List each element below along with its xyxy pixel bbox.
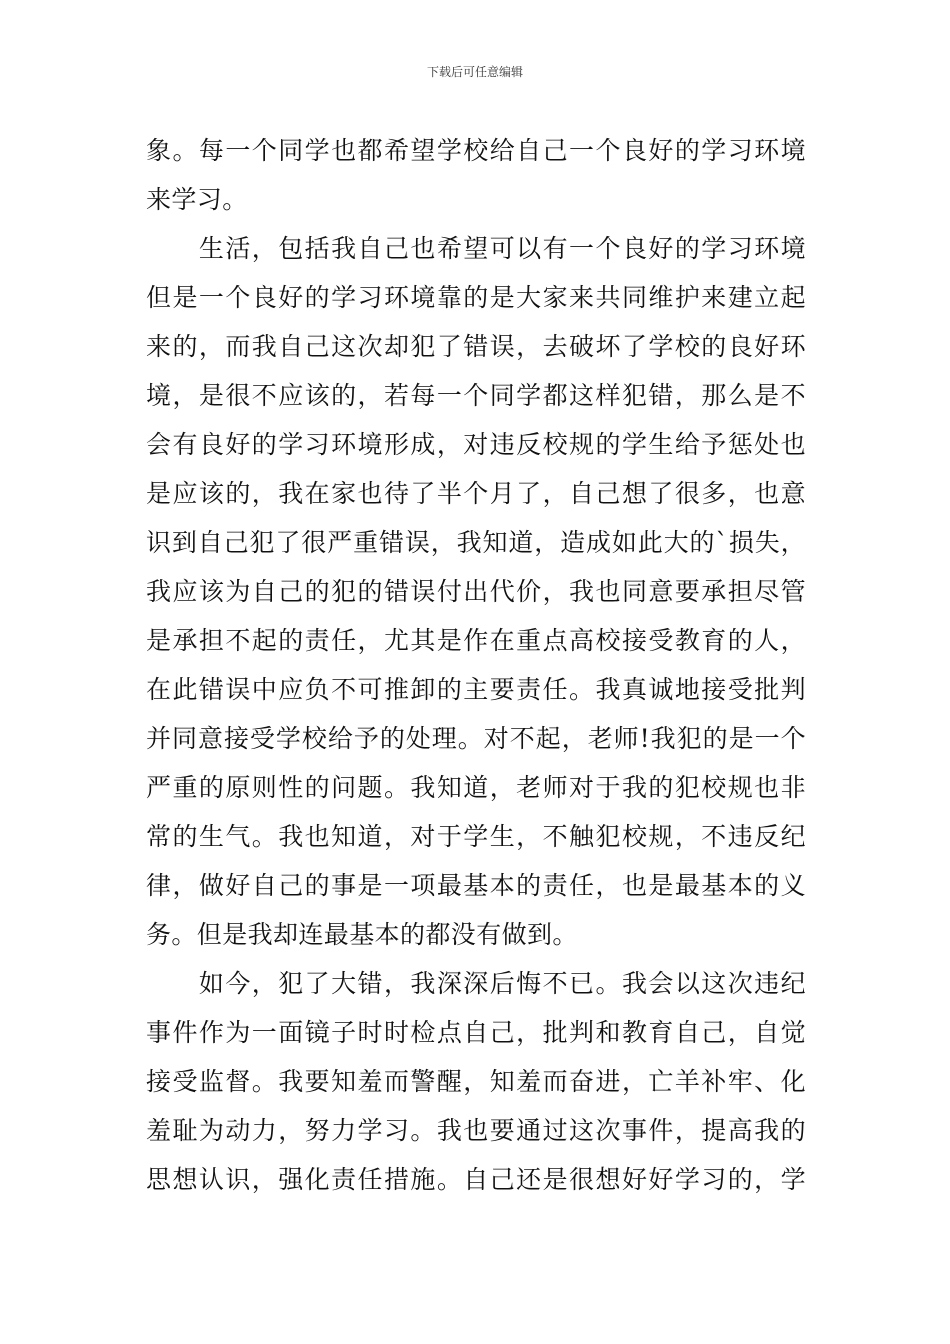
- text-line: 生活，包括我自己也希望可以有一个良好的学习环境: [146, 234, 806, 263]
- text-line: 并同意接受学校给予的处理。对不起，老师!我犯的是一个: [146, 724, 806, 753]
- text-line: 严重的原则性的问题。我知道，老师对于我的犯校规也非: [146, 773, 806, 802]
- text-line: 象。每一个同学也都希望学校给自己一个良好的学习环境: [146, 136, 806, 165]
- text-line: 是应该的，我在家也待了半个月了，自己想了很多，也意: [146, 479, 806, 508]
- text-line: 接受监督。我要知羞而警醒，知羞而奋进，亡羊补牢、化: [146, 1067, 806, 1096]
- text-line: 识到自己犯了很严重错误，我知道，造成如此大的`损失，: [146, 528, 806, 557]
- text-line: 在此错误中应负不可推卸的主要责任。我真诚地接受批判: [146, 675, 806, 704]
- text-line: 来的，而我自己这次却犯了错误，去破坏了学校的良好环: [146, 332, 806, 361]
- text-line: 常的生气。我也知道，对于学生，不触犯校规，不违反纪: [146, 822, 806, 851]
- text-line: 务。但是我却连最基本的都没有做到。: [146, 920, 578, 949]
- text-line: 如今，犯了大错，我深深后悔不已。我会以这次违纪: [146, 969, 806, 998]
- text-line: 我应该为自己的犯的错误付出代价，我也同意要承担尽管: [146, 577, 806, 606]
- document-body: [146, 126, 806, 1204]
- text-line: 是承担不起的责任，尤其是作在重点高校接受教育的人，: [146, 626, 806, 655]
- text-line: 境，是很不应该的，若每一个同学都这样犯错，那么是不: [146, 381, 806, 410]
- text-line: 羞耻为动力，努力学习。我也要通过这次事件，提高我的: [146, 1116, 806, 1145]
- text-line: 事件作为一面镜子时时检点自己，批判和教育自己，自觉: [146, 1018, 806, 1047]
- text-line: 律，做好自己的事是一项最基本的责任，也是最基本的义: [146, 871, 806, 900]
- text-line: 思想认识，强化责任措施。自己还是很想好好学习的，学: [146, 1165, 806, 1194]
- text-line: 但是一个良好的学习环境靠的是大家来共同维护来建立起: [146, 283, 806, 312]
- text-line: 会有良好的学习环境形成，对违反校规的学生给予惩处也: [146, 430, 806, 459]
- text-line: 来学习。: [146, 185, 248, 214]
- page-header: 下载后可任意编辑: [426, 65, 523, 79]
